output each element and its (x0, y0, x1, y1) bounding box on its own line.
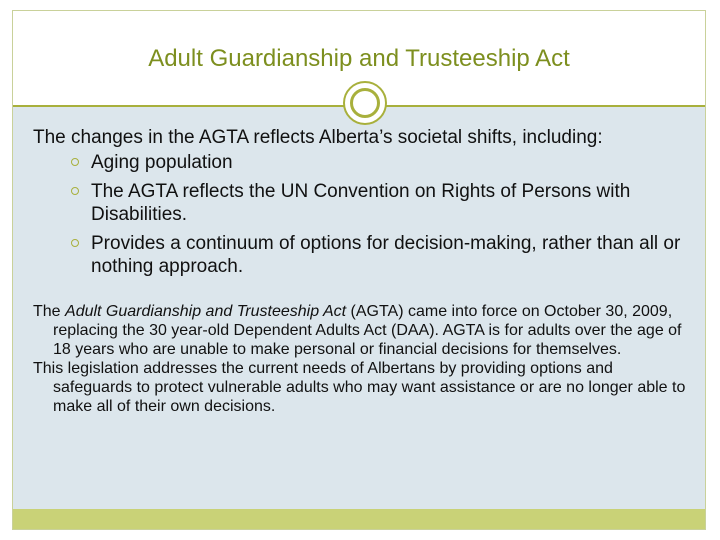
circle-bullet-icon (71, 158, 79, 166)
intro-text: The changes in the AGTA reflects Alberta’s societal shifts, including: (33, 127, 603, 148)
circle-bullet-icon (71, 187, 79, 195)
bullet-label: The AGTA reflects the UN Convention on Rights of Persons with Disabilities. (91, 181, 631, 225)
agta-paragraph (33, 302, 693, 359)
bullet-label: Provides a continuum of options for decision-making, rather than all or nothing approach. (91, 233, 681, 277)
act-name: Adult Guardianship and Trusteeship Act (65, 303, 347, 320)
footer-bar (13, 509, 705, 529)
ring-inner-icon (350, 88, 380, 118)
bullet-item (71, 151, 693, 174)
ring-ornament-icon (343, 81, 387, 125)
bullet-item (71, 232, 693, 278)
slide-body (33, 126, 693, 416)
legislation-paragraph: This legislation addresses the current needs of Albertans by providing options and safeguards to protect vulnerable adults who may want assistance or are no longer able to make all of their own decisions. (33, 360, 686, 415)
bullet-item (71, 180, 693, 226)
slide-title: Adult Guardianship and Trusteeship Act (148, 45, 570, 72)
paragraph-lead: The (33, 303, 66, 320)
slide (12, 10, 706, 530)
bullet-list (33, 151, 693, 278)
bullet-label: Aging population (91, 152, 233, 173)
paragraph-rest: (AGTA) came into force on October 30, 2009, replacing the 30 year-old Dependent Adults Act (DAA). AGTA is for adults over the age of 18 years who are unable to make personal or financial decisions for themselves. (53, 303, 682, 358)
circle-bullet-icon (71, 239, 79, 247)
